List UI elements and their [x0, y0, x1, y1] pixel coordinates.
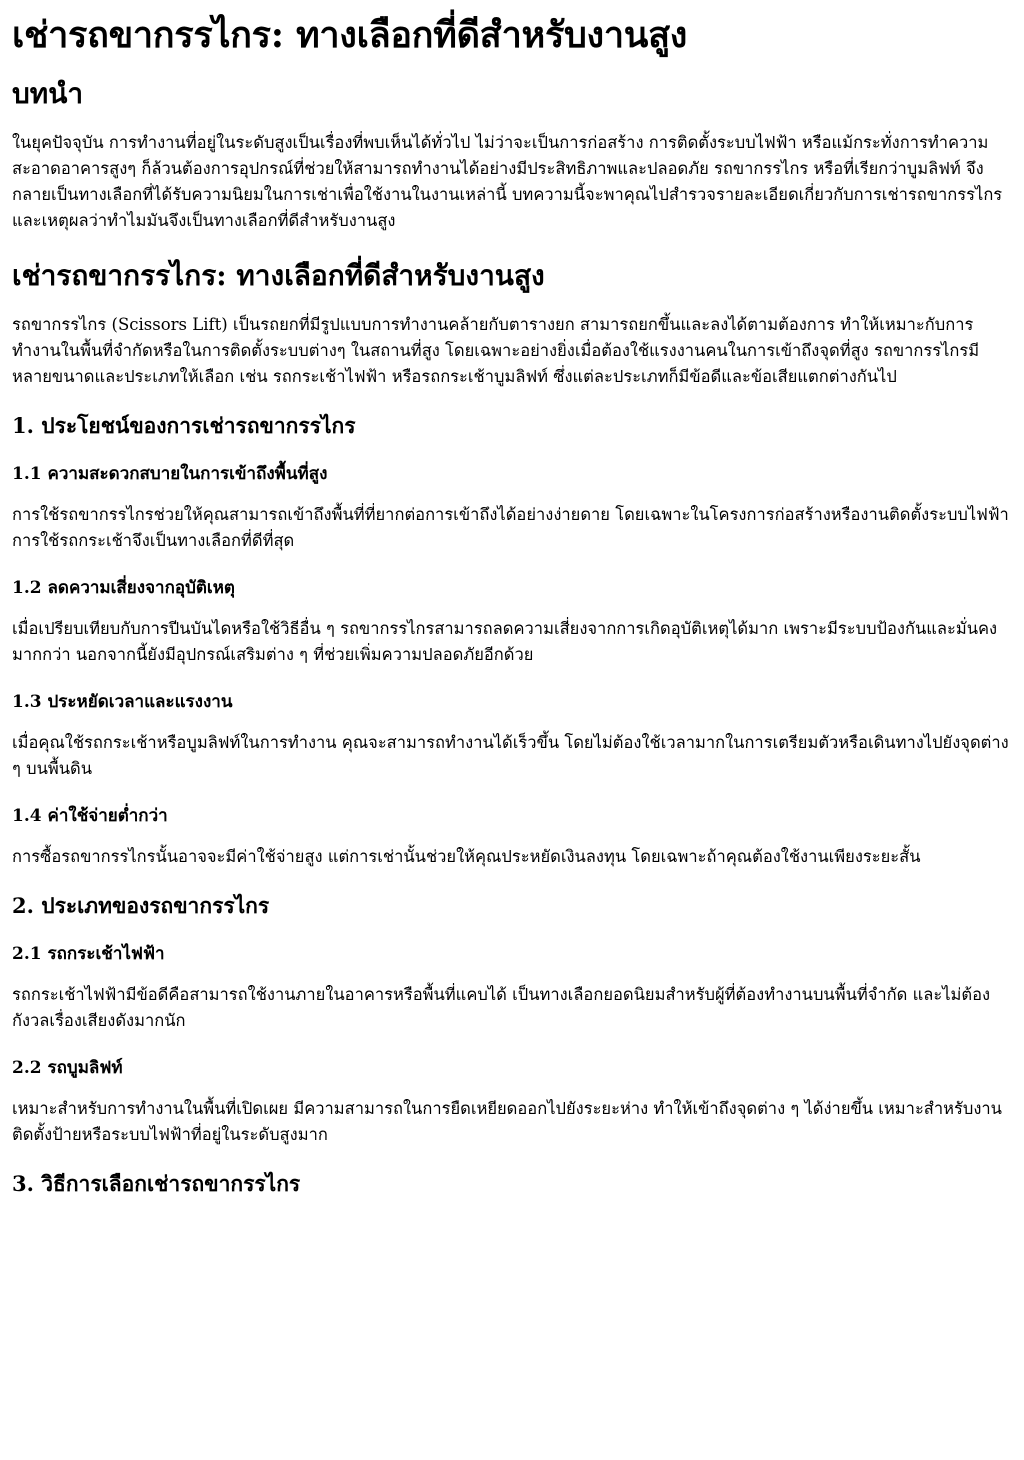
intro-paragraph: ในยุคปัจจุบัน การทำงานที่อยู่ในระดับสูงเป็นเรื่องที่พบเห็นได้ทั่วไป ไม่ว่าจะเป็นการก่อสร้าง การติดตั้งระบบไฟฟ้า หรือแม้กระทั่งการทำความสะอาดอาคารสูงๆ ก็ล้วนต้องการอุปกรณ์ที่ช่วยให้สามารถทำงานได้อย่างมีประสิทธิภาพและปลอดภัย รถขากรรไกร หรือที่เรียกว่าบูมลิฟท์ จึงกลายเป็นทางเลือกที่ได้รับความนิยมในการเช่าเพื่อใช้งานในงานเหล่านี้ บทความนี้จะพาคุณไปสำรวจรายละเอียดเกี่ยวกับการเช่ารถขากรรไกร และเหตุผลว่าทำไมมันจึงเป็นทางเลือกที่ดีสำหรับงานสูง — [12, 133, 1003, 230]
section1-4-paragraph: การซื้อรถขากรรไกรนั้นอาจจะมีค่าใช้จ่ายสูง แต่การเช่านั้นช่วยให้คุณประหยัดเงินลงทุน โดยเฉพาะถ้าคุณต้องใช้งานเพียงระยะสั้น — [12, 847, 921, 866]
page-title: เช่ารถขากรรไกร: ทางเลือกที่ดีสำหรับงานสูง — [12, 14, 688, 56]
intro-heading: บทนำ — [12, 77, 84, 110]
section2-2-heading: 2.2 รถบูมลิฟท์ — [12, 1058, 123, 1078]
section3-heading: 3. วิธีการเลือกเช่ารถขากรรไกร — [12, 1171, 301, 1196]
section2-1-heading: 2.1 รถกระเช้าไฟฟ้า — [12, 944, 165, 964]
section1-3-paragraph: เมื่อคุณใช้รถกระเช้าหรือบูมลิฟท์ในการทำงาน คุณจะสามารถทำงานได้เร็วขึ้น โดยไม่ต้องใช้เวลามากในการเตรียมตัวหรือเดินทางไปยังจุดต่าง ๆ บนพื้นดิน — [12, 733, 1009, 778]
section1-2-heading: 1.2 ลดความเสี่ยงจากอุบัติเหตุ — [12, 578, 235, 598]
section1-1-heading: 1.1 ความสะดวกสบายในการเข้าถึงพื้นที่สูง — [12, 464, 328, 484]
section1-2-paragraph: เมื่อเปรียบเทียบกับการปีนบันไดหรือใช้วิธีอื่น ๆ รถขากรรไกรสามารถลดความเสี่ยงจากการเกิดอุบัติเหตุได้มาก เพราะมีระบบป้องกันและมั่นคงมากกว่า นอกจากนี้ยังมีอุปกรณ์เสริมต่าง ๆ ที่ช่วยเพิ่มความปลอดภัยอีกด้วย — [12, 619, 998, 664]
section2-1-paragraph: รถกระเช้าไฟฟ้ามีข้อดีคือสามารถใช้งานภายในอาคารหรือพื้นที่แคบได้ เป็นทางเลือกยอดนิยมสำหรับผู้ที่ต้องทำงานบนพื้นที่จำกัด และไม่ต้องกังวลเรื่องเสียงดังมากนัก — [12, 985, 991, 1030]
main-paragraph: รถขากรรไกร (Scissors Lift) เป็นรถยกที่มีรูปแบบการทำงานคล้ายกับตารางยก สามารถยกขึ้นและลงได้ตามต้องการ ทำให้เหมาะกับการทำงานในพื้นที่จำกัดหรือในการติดตั้งระบบต่างๆ ในสถานที่สูง โดยเฉพาะอย่างยิ่งเมื่อต้องใช้แรงงานคนในการเข้าถึงจุดที่สูง รถขากรรไกรมีหลายขนาดและประเภทให้เลือก เช่น รถกระเช้าไฟฟ้า หรือรถกระเช้าบูมลิฟท์ ซึ่งแต่ละประเภทก็มีข้อดีและข้อเสียแตกต่างกันไป — [12, 315, 980, 386]
article — [0, 12, 1024, 1198]
section1-heading: 1. ประโยชน์ของการเช่ารถขากรรไกร — [12, 413, 356, 438]
section2-2-paragraph: เหมาะสำหรับการทำงานในพื้นที่เปิดเผย มีความสามารถในการยืดเหยียดออกไปยังระยะห่าง ทำให้เข้าถึงจุดต่าง ๆ ได้ง่ายขึ้น เหมาะสำหรับงานติดตั้งป้ายหรือระบบไฟฟ้าที่อยู่ในระดับสูงมาก — [12, 1099, 1002, 1144]
section1-1-paragraph: การใช้รถขากรรไกรช่วยให้คุณสามารถเข้าถึงพื้นที่ที่ยากต่อการเข้าถึงได้อย่างง่ายดาย โดยเฉพาะในโครงการก่อสร้างหรืองานติดตั้งระบบไฟฟ้า การใช้รถกระเช้าจึงเป็นทางเลือกที่ดีที่สุด — [12, 505, 1009, 550]
section1-3-heading: 1.3 ประหยัดเวลาและแรงงาน — [12, 692, 233, 712]
main-heading: เช่ารถขากรรไกร: ทางเลือกที่ดีสำหรับงานสูง — [12, 259, 545, 292]
section2-heading: 2. ประเภทของรถขากรรไกร — [12, 893, 270, 918]
section1-4-heading: 1.4 ค่าใช้จ่ายต่ำกว่า — [12, 806, 168, 826]
